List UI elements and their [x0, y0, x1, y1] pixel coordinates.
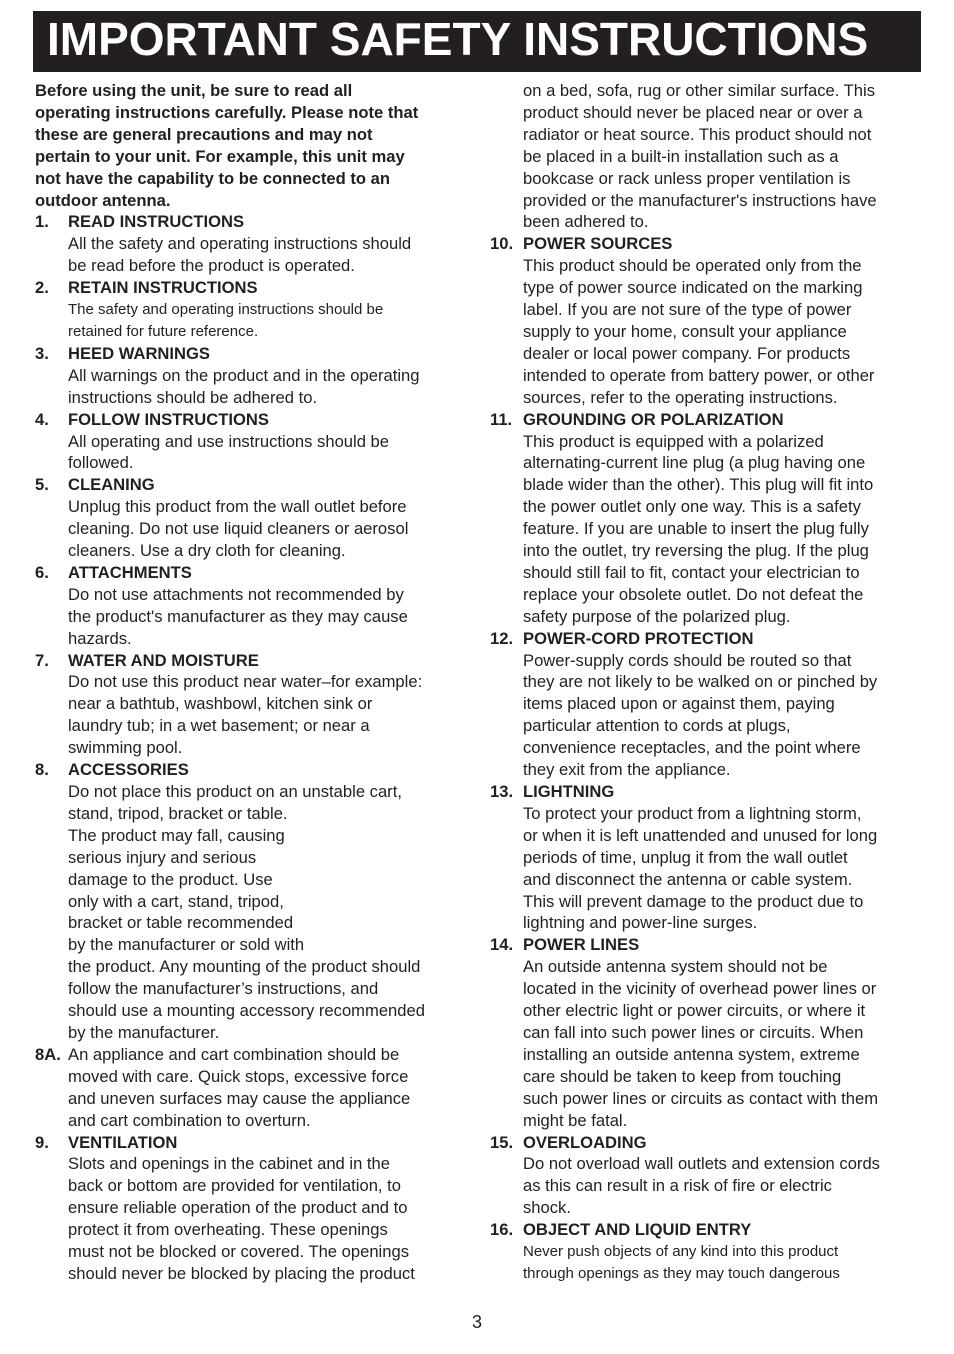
item-text-line: serious injury and serious	[68, 847, 257, 867]
item-heading: POWER LINES	[523, 935, 640, 955]
item-text-line: type of power source indicated on the marking	[523, 278, 863, 298]
instruction-item	[35, 343, 465, 409]
item-text-line: This will prevent damage to the product due to	[523, 891, 864, 911]
right-column	[490, 80, 926, 1285]
item-number: 15.	[490, 1132, 514, 1152]
intro-line: pertain to your unit. For example, this unit may	[35, 146, 405, 166]
item-text-line: provided or the manufacturer's instructions have	[523, 190, 877, 210]
item-number: 3.	[35, 343, 49, 363]
item-heading: POWER SOURCES	[523, 234, 673, 254]
instruction-item	[490, 1132, 926, 1220]
item-text-line: feature. If you are unable to insert the plug fully	[523, 519, 869, 539]
item-text-line: This product should be operated only from the	[523, 256, 862, 276]
item-text-line: instructions should be adhered to.	[68, 387, 318, 407]
item-number: 16.	[490, 1220, 514, 1240]
item-number: 6.	[35, 562, 49, 582]
item-text-line: by the manufacturer or sold with	[68, 935, 305, 955]
item-text-line: All warnings on the product and in the operating	[68, 365, 420, 385]
left-column	[35, 80, 465, 1285]
intro-line: not have the capability to be connected to an	[35, 168, 390, 188]
item-heading: READ INSTRUCTIONS	[68, 212, 245, 232]
item-heading: OVERLOADING	[523, 1132, 647, 1152]
item-text-line: cleaners. Use a dry cloth for cleaning.	[68, 541, 346, 561]
item-text-line: must not be blocked or covered. The openings	[68, 1242, 409, 1262]
item-text-line: they are not likely to be walked on or pinched by	[523, 672, 878, 692]
intro-line: operating instructions carefully. Please note that	[35, 102, 419, 122]
instruction-item	[35, 474, 465, 562]
item-text-line: Do not use this product near water–for example:	[68, 672, 423, 692]
item-text-line: An appliance and cart combination should be	[68, 1044, 400, 1064]
item-heading: FOLLOW INSTRUCTIONS	[68, 409, 269, 429]
page-title: IMPORTANT SAFETY INSTRUCTIONS	[33, 11, 921, 72]
instruction-item	[35, 409, 465, 475]
item-text-line: care should be taken to keep from touching	[523, 1066, 842, 1086]
instruction-item	[490, 781, 926, 934]
item-text-line: Do not place this product on an unstable cart,	[68, 782, 402, 801]
item-text-line: back or bottom are provided for ventilation, to	[68, 1176, 401, 1196]
item-text-line: safety purpose of the polarized plug.	[523, 606, 791, 626]
item-text-line: installing an outside antenna system, extreme	[523, 1044, 860, 1064]
item-text-line: retained for future reference.	[68, 322, 259, 340]
item-heading: GROUNDING OR POLARIZATION	[523, 409, 784, 429]
item-text-line: supply to your home, consult your appliance	[523, 321, 847, 341]
item-text-line: might be fatal.	[523, 1110, 628, 1130]
item-text-line: Power-supply cords should be routed so that	[523, 650, 852, 670]
item-text-line: This product is equipped with a polarized	[523, 431, 824, 451]
intro-paragraph	[35, 80, 465, 211]
item-text-line: and cart combination to overturn.	[68, 1110, 311, 1130]
item-number: 5.	[35, 475, 49, 495]
item-text-line: moved with care. Quick stops, excessive force	[68, 1066, 409, 1086]
item-text-line: follow the manufacturer’s instructions, and	[68, 979, 379, 999]
item-text-line: or when it is left unattended and unused for long	[523, 825, 878, 845]
item-text-line: To protect your product from a lightning storm,	[523, 803, 862, 823]
item-text-line: protect it from overheating. These openings	[68, 1220, 388, 1240]
instruction-item	[490, 1219, 926, 1285]
item-text-line: damage to the product. Use	[68, 869, 273, 889]
intro-line: these are general precautions and may not	[35, 124, 373, 144]
item-heading: OBJECT AND LIQUID ENTRY	[523, 1220, 752, 1240]
item-text-line: Unplug this product from the wall outlet before	[68, 497, 407, 517]
item-text-line: dealer or local power company. For products	[523, 343, 851, 363]
instruction-item	[490, 628, 926, 781]
item-heading: ACCESSORIES	[68, 760, 189, 780]
item-text-line: blade wider than the other). This plug will fit into	[523, 475, 874, 495]
item-text-line: can fall into such power lines or circuits. When	[523, 1022, 864, 1042]
item-text-line: be read before the product is operated.	[68, 256, 355, 276]
item-text-line: should still fail to fit, contact your electrician to	[523, 562, 860, 582]
instruction-item	[35, 650, 465, 760]
instruction-item	[490, 409, 926, 628]
item-number: 11.	[490, 409, 513, 429]
item-text-line: replace your obsolete outlet. Do not defeat the	[523, 584, 864, 604]
item-number: 7.	[35, 650, 49, 670]
item-text-line: An outside antenna system should not be	[523, 957, 828, 977]
item-text-line: such power lines or circuits as contact with them	[523, 1088, 879, 1108]
item-number: 1.	[35, 212, 49, 232]
item-text-line: Never push objects of any kind into this product	[523, 1243, 839, 1261]
item-text-line: located in the vicinity of overhead power lines or	[523, 979, 877, 999]
item-text-line: followed.	[68, 453, 134, 473]
instruction-item	[35, 759, 465, 1044]
item-text-line: the power outlet only one way. This is a safety	[523, 497, 861, 517]
item-heading: POWER-CORD PROTECTION	[523, 628, 754, 648]
item-text-line: and uneven surfaces may cause the appliance	[68, 1088, 411, 1108]
item-text-line: intended to operate from battery power, or other	[523, 365, 875, 385]
item-heading: HEED WARNINGS	[68, 343, 210, 363]
intro-line: Before using the unit, be sure to read all	[35, 81, 353, 100]
item-text-line: bookcase or rack unless proper ventilation is	[523, 168, 851, 188]
item-heading: WATER AND MOISTURE	[68, 650, 259, 670]
item-text-line: through openings as they may touch dangerous	[523, 1264, 840, 1282]
instruction-item	[35, 1044, 465, 1132]
item-text-line: as this can result in a risk of fire or electric	[523, 1176, 832, 1196]
item-text-line: convenience receptacles, and the point where	[523, 738, 861, 758]
item-number: 2.	[35, 278, 49, 298]
item-text-line: cleaning. Do not use liquid cleaners or aerosol	[68, 519, 409, 539]
item-heading: CLEANING	[68, 475, 155, 495]
item-text-line: shock.	[523, 1198, 571, 1218]
item-text-line: into the outlet, try reversing the plug. If the plug	[523, 541, 869, 561]
item-text-line: the product. Any mounting of the product should	[68, 957, 421, 977]
item-text-line: the product's manufacturer as they may cause	[68, 606, 408, 626]
item-text-line: alternating-current line plug (a plug having one	[523, 453, 866, 473]
item-number: 10.	[490, 234, 514, 254]
item-text-line: All the safety and operating instructions should	[68, 234, 412, 254]
item-number: 8.	[35, 760, 49, 780]
item-text-line: swimming pool.	[68, 738, 183, 758]
item-heading: LIGHTNING	[523, 782, 615, 801]
instruction-item	[35, 562, 465, 650]
item-text-line: radiator or heat source. This product should not	[523, 124, 872, 144]
item-text-line: particular attention to cords at plugs,	[523, 716, 791, 736]
item-text-line: laundry tub; in a wet basement; or near a	[68, 716, 370, 736]
item-heading: VENTILATION	[68, 1132, 178, 1152]
item-text-line: All operating and use instructions should be	[68, 431, 390, 451]
item-text-line: items placed upon or against them, paying	[523, 694, 835, 714]
item-text-line: Do not use attachments not recommended by	[68, 584, 404, 604]
instruction-item	[490, 233, 926, 408]
item-number: 14.	[490, 935, 514, 955]
item-text-line: ensure reliable operation of the product and to	[68, 1198, 408, 1218]
item-text-line: and disconnect the antenna or cable system.	[523, 869, 853, 889]
item-text-line: Do not overload wall outlets and extension cords	[523, 1154, 880, 1174]
item-text-line: lightning and power-line surges.	[523, 913, 758, 933]
item-text-line: bracket or table recommended	[68, 913, 294, 933]
instruction-item	[35, 211, 465, 277]
item-heading: ATTACHMENTS	[68, 562, 192, 582]
item-number: 4.	[35, 409, 49, 429]
item-text-line: on a bed, sofa, rug or other similar surface. This	[523, 81, 876, 100]
item-text-line: product should never be placed near or over a	[523, 102, 863, 122]
instruction-item	[35, 277, 465, 343]
item-heading: RETAIN INSTRUCTIONS	[68, 278, 258, 298]
item-text-line: The product may fall, causing	[68, 825, 285, 845]
item-text-line: Slots and openings in the cabinet and in the	[68, 1154, 390, 1174]
item-text-line: other electric light or power circuits, or where it	[523, 1001, 866, 1021]
item-text-line: hazards.	[68, 628, 132, 648]
instruction-item	[490, 934, 926, 1131]
item-text-line: only with a cart, stand, tripod,	[68, 891, 284, 911]
item-text-line: should never be blocked by placing the product	[68, 1263, 415, 1283]
item-text-line: be placed in a built-in installation such as a	[523, 146, 839, 166]
item-number: 9.	[35, 1132, 49, 1152]
item-text-line: sources, refer to the operating instructions.	[523, 387, 838, 407]
item-number: 12.	[490, 628, 514, 648]
item-text-line: periods of time, unplug it from the wall outlet	[523, 847, 848, 867]
item-text-line: near a bathtub, washbowl, kitchen sink or	[68, 694, 373, 714]
item-text-line: stand, tripod, bracket or table.	[68, 803, 288, 823]
page-number: 3	[471, 1312, 482, 1332]
item-text-line: label. If you are not sure of the type of power	[523, 300, 852, 320]
intro-line: outdoor antenna.	[35, 190, 171, 210]
item-text-line: by the manufacturer.	[68, 1022, 220, 1042]
item-text-line: they exit from the appliance.	[523, 760, 731, 780]
item-number: 13.	[490, 782, 514, 801]
item-text-line: been adhered to.	[523, 212, 649, 232]
item-text-line: The safety and operating instructions should be	[68, 301, 384, 319]
item-number: 8A.	[35, 1044, 61, 1064]
instruction-item	[490, 80, 926, 233]
item-text-line: should use a mounting accessory recommended	[68, 1001, 425, 1021]
instruction-item	[35, 1132, 465, 1285]
